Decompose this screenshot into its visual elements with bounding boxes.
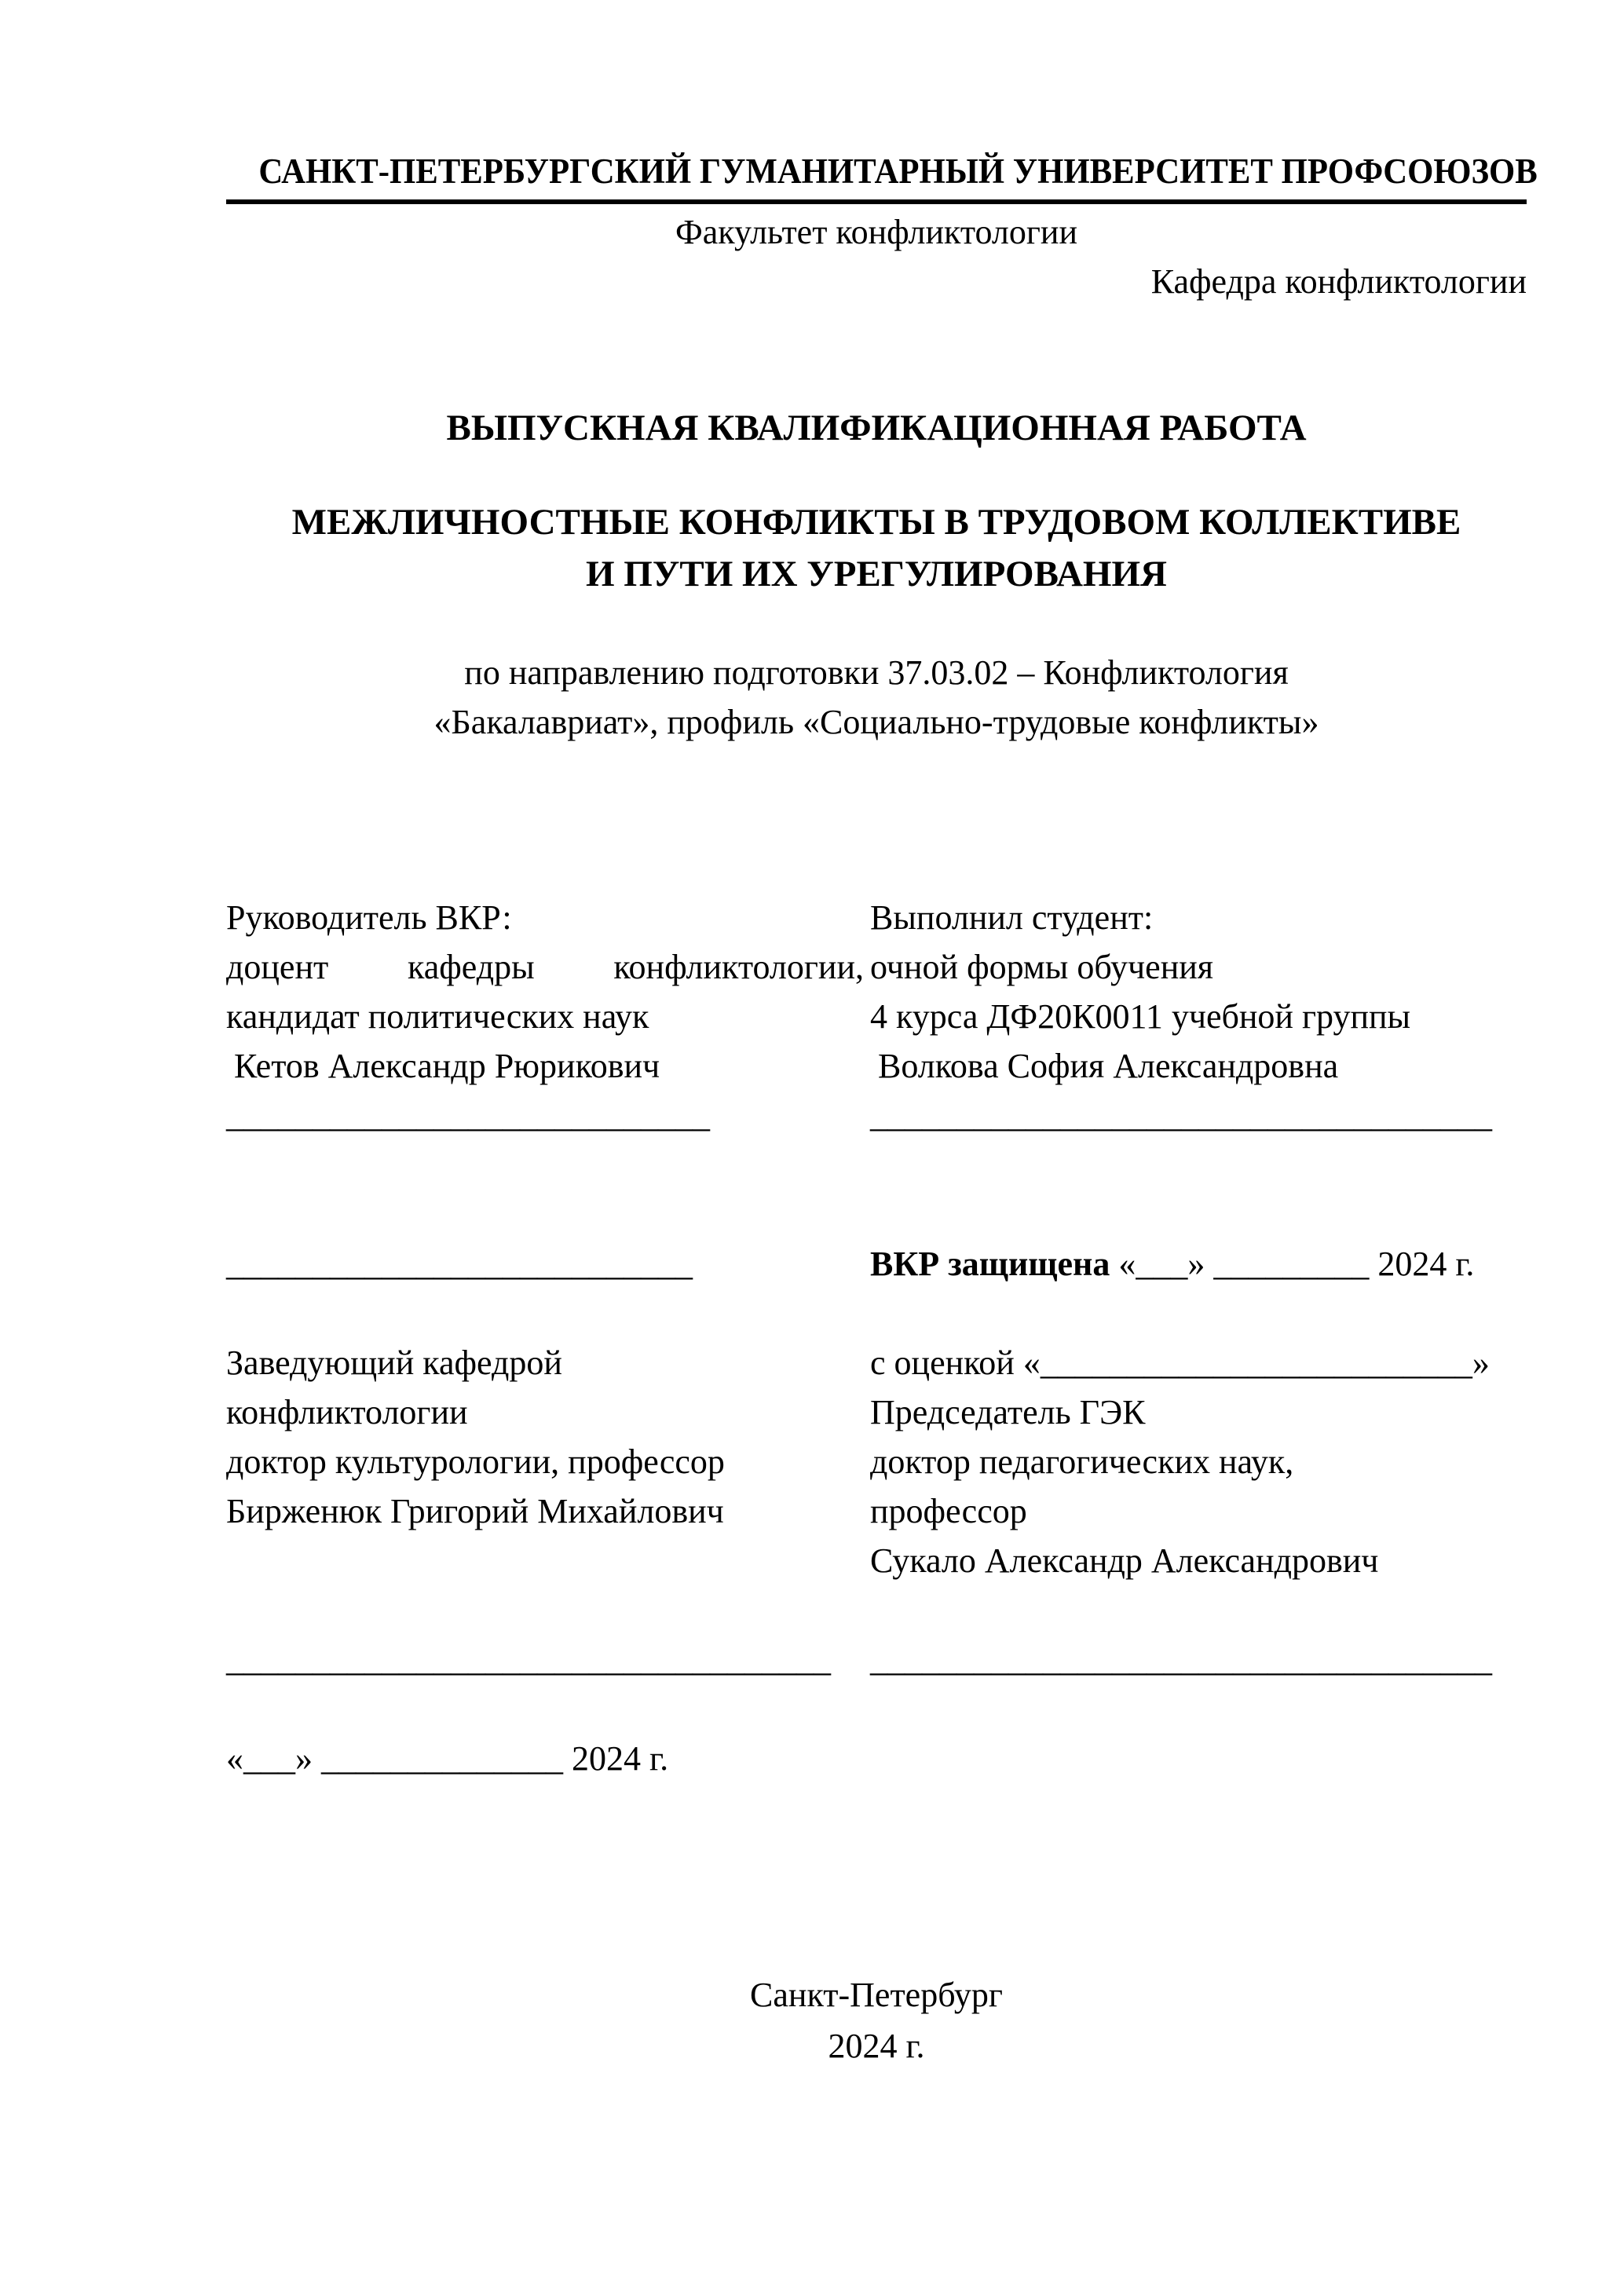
supervisor-position: доцент кафедры конфликтологии, bbox=[226, 948, 864, 986]
dept-head-degree: доктор культурологии, профессор bbox=[226, 1442, 725, 1481]
dept-head-role-line1: Заведующий кафедрой bbox=[226, 1344, 562, 1382]
table-row bbox=[226, 992, 1527, 1041]
gek-chairman-rank: профессор bbox=[870, 1492, 1027, 1530]
gek-chairman-name: Сукало Александр Александрович bbox=[870, 1541, 1379, 1580]
student-signature-line: ____________________________________ bbox=[870, 1096, 1492, 1135]
university-header bbox=[226, 151, 1538, 204]
program-info bbox=[226, 648, 1527, 747]
footer-year: 2024 г. bbox=[828, 2027, 925, 2065]
table-row bbox=[226, 1091, 1527, 1140]
student-group: 4 курса ДФ20К0011 учебной группы bbox=[870, 997, 1411, 1036]
student-label: Выполнил студент: bbox=[870, 898, 1154, 937]
defense-grade-line: с оценкой «_________________________» bbox=[870, 1344, 1490, 1382]
gek-chairman-signature-line: ____________________________________ bbox=[870, 1640, 1492, 1679]
table-row bbox=[226, 1486, 1527, 1536]
dept-head-name: Бирженюк Григорий Михайлович bbox=[226, 1492, 724, 1530]
spacer-cell bbox=[226, 1536, 864, 1585]
thesis-title-line2: И ПУТИ ИХ УРЕГУЛИРОВАНИЯ bbox=[586, 554, 1167, 594]
supervisor-name: Кетов Александр Рюрикович bbox=[234, 1047, 660, 1085]
thesis-title-line1: МЕЖЛИЧНОСТНЫЕ КОНФЛИКТЫ В ТРУДОВОМ КОЛЛЕКТИВЕ bbox=[291, 502, 1461, 543]
table-row bbox=[226, 1387, 1527, 1437]
table-row bbox=[226, 1536, 1527, 1585]
table-row bbox=[226, 1239, 1527, 1289]
spacer-cell bbox=[870, 1734, 1527, 1783]
table-row bbox=[226, 1437, 1527, 1486]
dept-head-signature-line-top: ___________________________ bbox=[226, 1245, 693, 1283]
signature-table bbox=[226, 893, 1527, 1783]
faculty-name: Факультет конфликтологии bbox=[675, 213, 1077, 251]
table-row bbox=[226, 1338, 1527, 1387]
department-name: Кафедра конфликтологии bbox=[1150, 262, 1527, 301]
dept-head-date-line: «___» ______________ 2024 г. bbox=[226, 1739, 669, 1778]
table-row bbox=[226, 1635, 1527, 1684]
gek-chairman-role: Председатель ГЭК bbox=[870, 1393, 1146, 1431]
work-type-heading: ВЫПУСКНАЯ КВАЛИФИКАЦИОННАЯ РАБОТА bbox=[446, 408, 1307, 448]
dept-head-signature-line-bottom: ___________________________________ bbox=[226, 1640, 831, 1679]
defense-defended-label: ВКР защищена bbox=[870, 1245, 1110, 1283]
supervisor-signature-line: ____________________________ bbox=[226, 1096, 710, 1135]
page-content bbox=[226, 0, 1538, 2071]
university-name: САНКТ-ПЕТЕРБУРГСКИЙ ГУМАНИТАРНЫЙ УНИВЕРСИТЕТ ПРОФСОЮЗОВ bbox=[258, 152, 1538, 191]
supervisor-degree: кандидат политических наук bbox=[226, 997, 649, 1036]
student-name: Волкова София Александровна bbox=[878, 1047, 1339, 1085]
supervisor-label: Руководитель ВКР: bbox=[226, 898, 512, 937]
dept-head-role-line2: конфликтологии bbox=[226, 1393, 468, 1431]
program-direction: по направлению подготовки 37.03.02 – Конфликтология bbox=[464, 653, 1289, 692]
table-row bbox=[226, 1734, 1527, 1783]
table-row bbox=[226, 942, 1527, 992]
student-study-form: очной формы обучения bbox=[870, 948, 1214, 986]
table-row bbox=[226, 893, 1527, 942]
defense-date-line bbox=[870, 1239, 1527, 1289]
thesis-title bbox=[226, 496, 1527, 600]
footer bbox=[226, 1969, 1527, 2071]
footer-city: Санкт-Петербург bbox=[750, 1976, 1003, 2014]
gek-chairman-degree: доктор педагогических наук, bbox=[870, 1442, 1294, 1481]
table-row bbox=[226, 1041, 1527, 1091]
defense-defended-blank: «___» _________ 2024 г. bbox=[1110, 1245, 1475, 1283]
program-profile: «Бакалавриат», профиль «Социально-трудовые конфликты» bbox=[433, 703, 1319, 741]
